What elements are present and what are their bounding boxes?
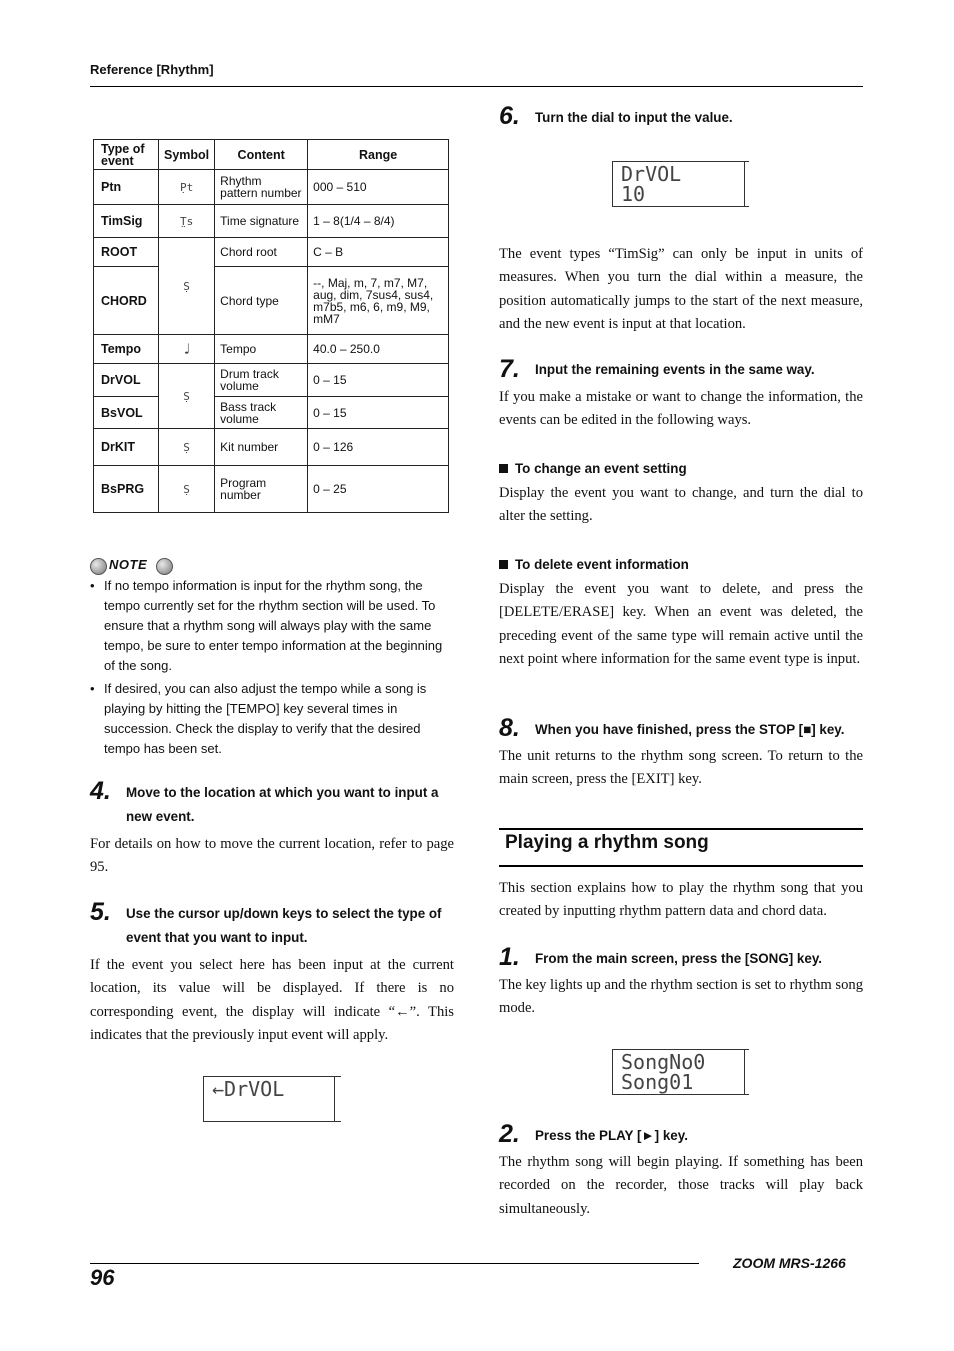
pattern-symbol-icon: P̣t: [159, 170, 215, 205]
event-content: Drum track volume: [215, 364, 308, 397]
table-row: [94, 364, 449, 397]
section-title: Playing a rhythm song: [505, 832, 709, 853]
change-event-body: Display the event you want to change, and turn the dial to alter the setting.: [499, 485, 863, 525]
event-range: 1 – 8(1/4 – 8/4): [308, 205, 449, 238]
setting-symbol-icon: Ṣ: [159, 429, 215, 466]
section-rule-top: [499, 828, 863, 830]
step-number: 1.: [499, 943, 520, 971]
event-content: Rhythm pattern number: [215, 170, 308, 205]
event-content: Chord type: [215, 267, 308, 335]
event-type-table: [93, 139, 449, 513]
step-title: Input the remaining events in the same way.: [535, 362, 815, 377]
table-row: [94, 205, 449, 238]
event-type: DrKIT: [94, 429, 159, 466]
timesig-symbol-icon: T̤s: [159, 205, 215, 238]
event-content: Tempo: [215, 335, 308, 364]
event-type: Tempo: [94, 335, 159, 364]
event-content: Bass track volume: [215, 397, 308, 429]
event-range: 40.0 – 250.0: [308, 335, 449, 364]
footer-rule: [90, 1263, 699, 1264]
step-title: From the main screen, press the [SONG] key.: [535, 951, 822, 966]
event-range: 0 – 15: [308, 364, 449, 397]
event-range: 0 – 15: [308, 397, 449, 429]
table-row: [94, 267, 449, 335]
note-ball-icon: [156, 558, 173, 575]
table-header-row: [94, 140, 449, 170]
brand-name: ZOOM MRS-1266: [733, 1255, 846, 1271]
table-row: [94, 335, 449, 364]
step-4-body: For details on how to move the current location, refer to page 95.: [90, 836, 454, 876]
step-7-body: If you make a mistake or want to change the information, the events can be edited in the following ways.: [499, 389, 863, 429]
section-intro: This section explains how to play the rhythm song that you created by inputting rhythm pattern data and chord data.: [499, 880, 863, 920]
event-type: Ptn: [94, 170, 159, 205]
event-type: DrVOL: [94, 364, 159, 397]
change-event-heading: To change an event setting: [499, 461, 687, 476]
square-bullet-icon: [499, 464, 508, 473]
step-number: 2.: [499, 1120, 520, 1148]
timsig-paragraph: The event types “TimSig” can only be input in units of measures. When you turn the dial within a measure, the position automatically jumps to the start of the next measure, and the new event is input at that location.: [499, 246, 863, 332]
list-item: • If no tempo information is input for the rhythm song, the tempo currently set for the rhythm section will be used. To ensure that a rhythm song will always play with the same tempo, be sure to enter tempo information at the beginning of the song.: [90, 578, 443, 673]
table-row: [94, 429, 449, 466]
step-number: 6.: [499, 102, 520, 130]
lcd-text: SongNo0 Song01: [621, 1050, 706, 1094]
event-content: Program number: [215, 466, 308, 513]
step-number: 7.: [499, 355, 520, 383]
event-content: Chord root: [215, 238, 308, 267]
event-range: 0 – 126: [308, 429, 449, 466]
note-list: [90, 576, 454, 762]
step-title: Move to the location at which you want to input a new event.: [126, 785, 439, 824]
event-range: C – B: [308, 238, 449, 267]
play-step-2-body: The rhythm song will begin playing. If something has been recorded on the recorder, those tracks will play back simultaneously.: [499, 1154, 863, 1217]
step-title: When you have finished, press the STOP [■] key.: [535, 722, 845, 737]
table-row: [94, 466, 449, 513]
event-type: BsVOL: [94, 397, 159, 429]
event-content: Time signature: [215, 205, 308, 238]
header-rule: [90, 86, 863, 87]
col-symbol-header: Symbol: [159, 140, 215, 170]
lcd-display-song: [612, 1049, 749, 1095]
lcd-text: ←DrVOL: [212, 1077, 285, 1101]
page-number: 96: [90, 1265, 115, 1290]
running-header: Reference [Rhythm]: [90, 62, 214, 77]
event-type: CHORD: [94, 267, 159, 335]
event-type: TimSig: [94, 205, 159, 238]
step-title: Use the cursor up/down keys to select the type of event that you want to input.: [126, 906, 442, 945]
col-range-header: Range: [308, 140, 449, 170]
step-5-body: If the event you select here has been input at the current location, its value will be displayed. If there is no corresponding event, the display will indicate “←”. This indicates that the previously input event will apply.: [90, 957, 454, 1043]
event-range: 0 – 25: [308, 466, 449, 513]
lcd-text: DrVOL 10: [621, 162, 682, 206]
col-type-header: Type of event: [94, 140, 159, 170]
col-content-header: Content: [215, 140, 308, 170]
table-row: [94, 238, 449, 267]
delete-event-heading: To delete event information: [499, 557, 689, 572]
step-title: Press the PLAY [►] key.: [535, 1128, 688, 1143]
square-bullet-icon: [499, 560, 508, 569]
table-row: [94, 397, 449, 429]
step-number: 5.: [90, 898, 111, 926]
lcd-display-drvol: [612, 161, 749, 207]
table-row: [94, 170, 449, 205]
note-label: NOTE: [109, 557, 148, 572]
quarter-note-icon: ♩: [159, 335, 215, 364]
event-type: ROOT: [94, 238, 159, 267]
event-range: 000 – 510: [308, 170, 449, 205]
delete-event-body: Display the event you want to delete, and press the [DELETE/ERASE] key. When an event was deleted, the preceding event of the same type will remain active until the next point where information for the same event type is input.: [499, 581, 863, 667]
setting-symbol-icon: Ṣ: [159, 364, 215, 429]
step-number: 8.: [499, 714, 520, 742]
event-type: BsPRG: [94, 466, 159, 513]
step-8-body: The unit returns to the rhythm song screen. To return to the main screen, press the [EXIT] key.: [499, 748, 863, 788]
section-rule-bottom: [499, 865, 863, 867]
play-step-1-body: The key lights up and the rhythm section is set to rhythm song mode.: [499, 977, 863, 1017]
setting-symbol-icon: Ṣ: [159, 238, 215, 335]
step-title: Turn the dial to input the value.: [535, 110, 733, 125]
lcd-display-left: [203, 1076, 341, 1122]
note-ball-icon: [90, 558, 107, 575]
setting-symbol-icon: Ṣ: [159, 466, 215, 513]
event-content: Kit number: [215, 429, 308, 466]
step-number: 4.: [90, 777, 111, 805]
list-item: • If desired, you can also adjust the tempo while a song is playing by hitting the [TEMPO] key several times in succession. Check the display to verify that the desired tempo has been set.: [90, 681, 427, 756]
event-range: --, Maj, m, 7, m7, M7, aug, dim, 7sus4, sus4, m7b5, m6, 6, m9, M9, mM7: [308, 267, 449, 335]
